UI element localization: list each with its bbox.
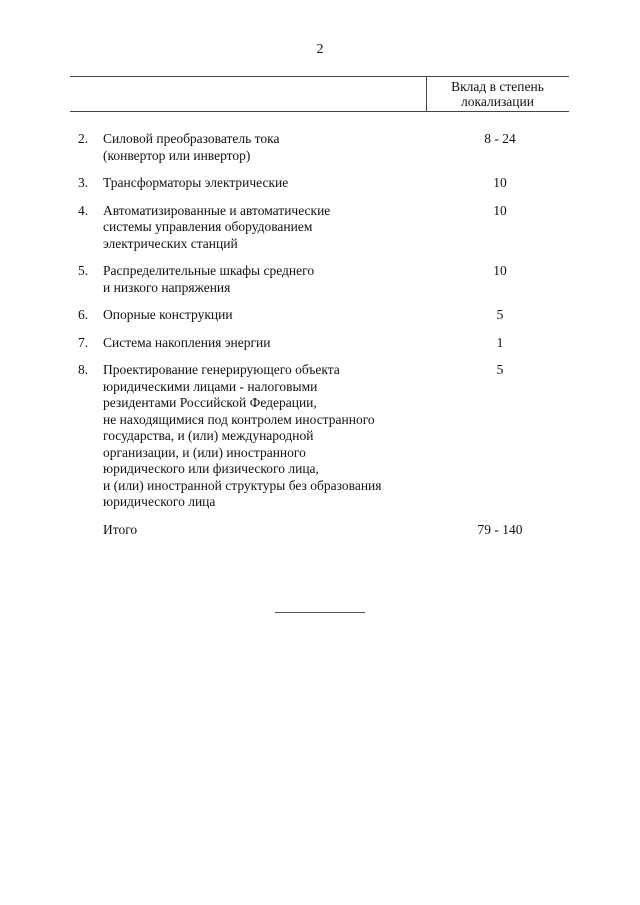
page-number: 2 [316,42,324,57]
table-row [70,362,569,511]
row-number [70,522,103,539]
row-value: 79 - 140 [477,521,523,537]
row-name: Автоматизированные и автоматические системы управления оборудованием электрических станций [103,202,331,251]
row-number: 8. [78,362,89,377]
table-row [70,335,569,352]
row-name: Система накопления энергии [103,334,271,350]
row-name: Распределительные шкафы среднего и низкого напряжения [103,263,315,295]
header-contribution-label: Вклад в степень локализации [451,79,544,109]
row-value: 10 [493,263,507,278]
table-row [70,203,569,253]
row-number: 7. [78,334,89,350]
table-row [70,175,569,192]
row-value: 10 [493,175,507,190]
table-row-total [70,522,569,539]
table-row [70,131,569,164]
row-number: 6. [78,307,89,322]
row-name: Силовой преобразователь тока (конвертор или инвертор) [103,131,280,163]
table-header [70,76,569,112]
table-row [70,263,569,296]
row-name: Проектирование генерирующего объекта юридическими лицами - налоговыми резидентами Российской Федерации, не находящимися под контролем иностранного государства, и (или) международной организации, и (или) иностранного юридического или физического лица, и (или) иностранной структуры без образования юридического лица [103,362,382,509]
table-body [70,131,569,549]
row-name: Опорные конструкции [103,307,233,322]
row-value: 5 [496,307,504,322]
end-of-document-line [275,612,365,613]
row-name: Трансформаторы электрические [103,175,289,190]
table-row [70,307,569,324]
row-value: 10 [493,202,507,218]
row-name: Итого [103,521,138,537]
row-value: 1 [496,334,504,350]
row-number: 2. [78,131,89,146]
row-number: 5. [78,263,89,278]
row-number: 4. [78,202,89,218]
row-value: 5 [496,362,504,377]
row-value: 8 - 24 [484,131,516,146]
row-number: 3. [78,175,89,190]
